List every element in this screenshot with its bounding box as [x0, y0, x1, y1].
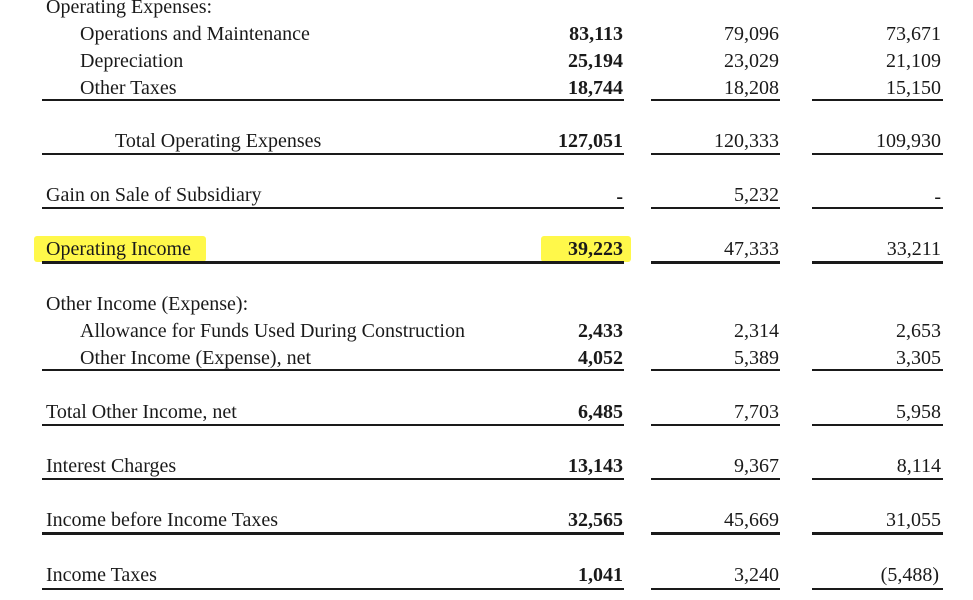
row-value-col1: 4,052: [578, 347, 623, 369]
row-value-col1: -: [616, 186, 623, 208]
divider-rule: [42, 207, 624, 209]
row-label: Operations and Maintenance: [80, 23, 310, 45]
divider-rule: [812, 424, 943, 426]
row-value-col3: (5,488): [880, 564, 939, 586]
row-value-col1: 2,433: [578, 320, 623, 342]
divider-rule: [42, 478, 624, 480]
divider-rule: [651, 153, 780, 155]
divider-rule: [42, 532, 624, 535]
row-value-col1: 127,051: [558, 130, 623, 152]
row-label: Other Taxes: [80, 77, 177, 99]
divider-rule: [651, 207, 780, 209]
row-value-col3: 5,958: [896, 401, 941, 423]
row-label: Interest Charges: [46, 455, 177, 477]
row-value-col2: 120,333: [714, 130, 779, 152]
divider-rule: [651, 532, 780, 535]
row-label: Total Operating Expenses: [115, 130, 322, 152]
row-value-col2: 47,333: [724, 238, 779, 260]
divider-rule: [651, 588, 780, 590]
row-value-col2: 79,096: [724, 23, 779, 45]
row-value-col3: 3,305: [896, 347, 941, 369]
divider-rule: [812, 532, 943, 535]
row-value-col2: 45,669: [724, 509, 779, 531]
row-value-col1: 18,744: [568, 77, 623, 99]
row-value-col3: 21,109: [886, 50, 941, 72]
row-value-col1: 83,113: [569, 23, 623, 45]
divider-rule: [812, 261, 943, 264]
section-header-other-income: Other Income (Expense):: [46, 293, 249, 315]
row-value-col3: 109,930: [876, 130, 941, 152]
row-label-operating-income: Operating Income: [46, 238, 191, 260]
row-value-col2: 23,029: [724, 50, 779, 72]
row-value-col2: 18,208: [724, 77, 779, 99]
row-value-col1: 25,194: [568, 50, 623, 72]
divider-rule: [812, 153, 943, 155]
section-header-operating-expenses: Operating Expenses:: [46, 0, 213, 18]
row-label: Income Taxes: [46, 564, 157, 586]
divider-rule: [651, 261, 780, 264]
row-value-col1: 1,041: [578, 564, 623, 586]
row-value-col3: 15,150: [886, 77, 941, 99]
row-value-col2: 2,314: [734, 320, 779, 342]
divider-rule: [651, 478, 780, 480]
row-value-col3: 33,211: [886, 238, 941, 260]
row-value-col1: 6,485: [578, 401, 623, 423]
row-value-col3: -: [934, 186, 941, 208]
row-value-col1: 39,223: [568, 238, 623, 260]
row-value-col3: 31,055: [886, 509, 941, 531]
row-value-col2: 5,232: [734, 184, 779, 206]
divider-rule: [42, 261, 624, 264]
row-label: Total Other Income, net: [46, 401, 237, 423]
divider-rule: [812, 207, 943, 209]
row-label: Depreciation: [80, 50, 184, 72]
row-value-col3: 2,653: [896, 320, 941, 342]
row-value-col2: 5,389: [734, 347, 779, 369]
row-value-col2: 7,703: [734, 401, 779, 423]
row-value-col1: 32,565: [568, 509, 623, 531]
row-label: Other Income (Expense), net: [80, 347, 312, 369]
divider-rule: [42, 588, 624, 590]
divider-rule: [42, 153, 624, 155]
divider-rule: [651, 424, 780, 426]
row-label: Gain on Sale of Subsidiary: [46, 184, 262, 206]
divider-rule: [42, 424, 624, 426]
divider-rule: [812, 588, 943, 590]
row-value-col1: 13,143: [568, 455, 623, 477]
row-value-col2: 9,367: [734, 455, 779, 477]
row-value-col3: 73,671: [886, 23, 941, 45]
divider-rule: [812, 478, 943, 480]
row-label: Allowance for Funds Used During Construction: [80, 320, 465, 342]
row-value-col2: 3,240: [734, 564, 779, 586]
row-label: Income before Income Taxes: [46, 509, 279, 531]
row-value-col3: 8,114: [896, 455, 941, 477]
